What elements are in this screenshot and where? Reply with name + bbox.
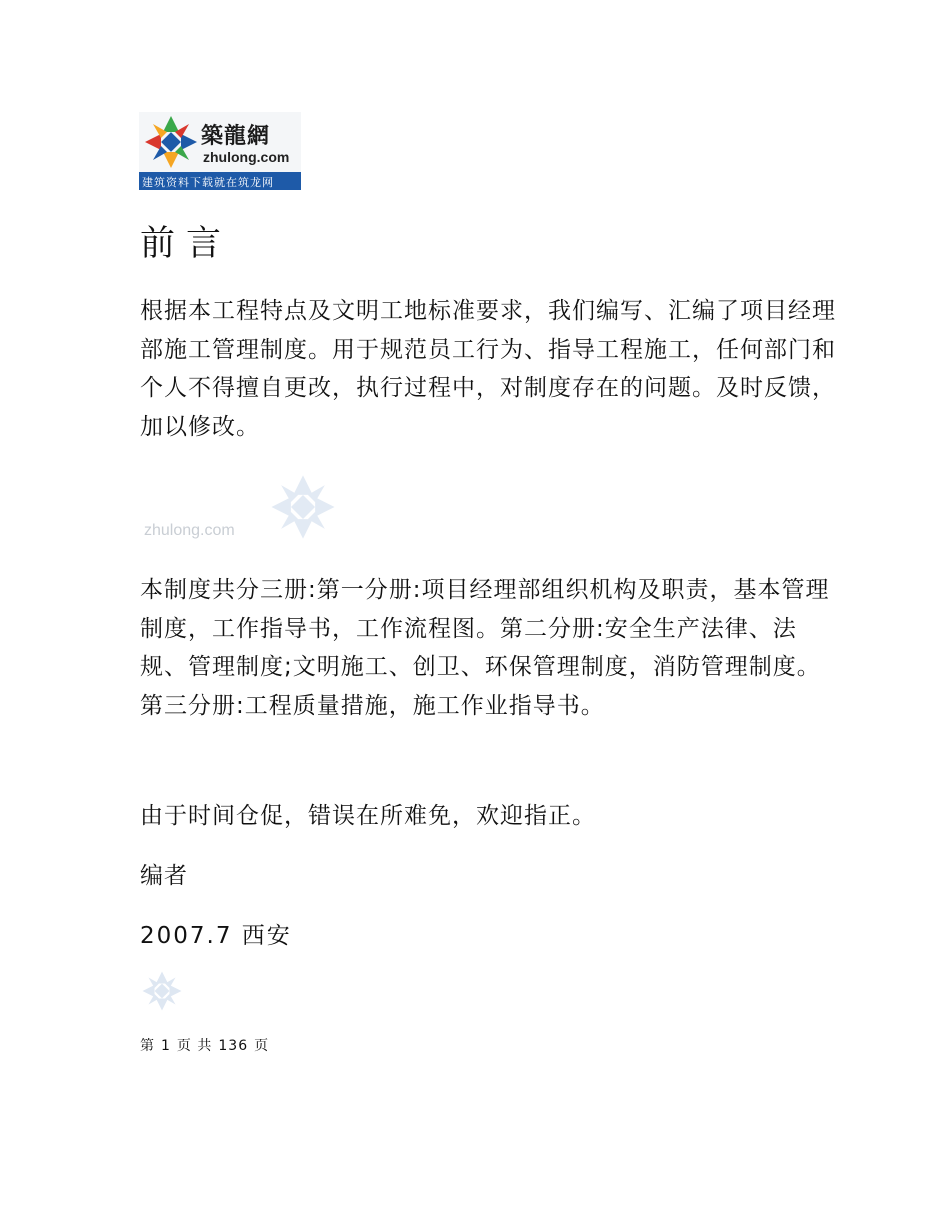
contents-paragraph: 本制度共分三册:第一分册:项目经理部组织机构及职责，基本管理制度，工作指导书，工作流程图。第二分册:安全生产法律、法规、管理制度;文明施工、创卫、环保管理制度，消防管理制度。第三分册:工程质量措施，施工作业指导书。 (140, 577, 830, 719)
page-prefix: 第 (140, 1038, 155, 1054)
logo-domain: zhulong.com (203, 149, 290, 165)
page-number: 1 (161, 1038, 171, 1054)
site-logo (139, 112, 301, 190)
logo-slogan: 建筑资料下载就在筑龙网 (142, 176, 274, 189)
watermark-small-icon (140, 970, 184, 1012)
author-label: 编者 (140, 863, 188, 889)
watermark-logo-icon (265, 473, 341, 541)
watermark-text: zhulong.com (144, 522, 235, 539)
page-suffix: 页 (254, 1038, 270, 1054)
zhulong-logo-icon (143, 114, 199, 170)
logo-name: 築龍網 (201, 123, 271, 149)
page-total: 136 (218, 1038, 249, 1054)
closing-note: 由于时间仓促，错误在所难免，欢迎指正。 (140, 803, 596, 829)
page-indicator (140, 1035, 275, 1055)
page-title: 前言 (140, 224, 233, 264)
intro-paragraph: 根据本工程特点及文明工地标准要求，我们编写、汇编了项目经理部施工管理制度。用于规范员工行为、指导工程施工，任何部门和个人不得擅自更改，执行过程中，对制度存在的问题。及时反馈，加以修改。 (140, 298, 836, 440)
page-middle: 页 共 (176, 1038, 213, 1054)
date-place: 2007.7 西安 (140, 923, 292, 949)
